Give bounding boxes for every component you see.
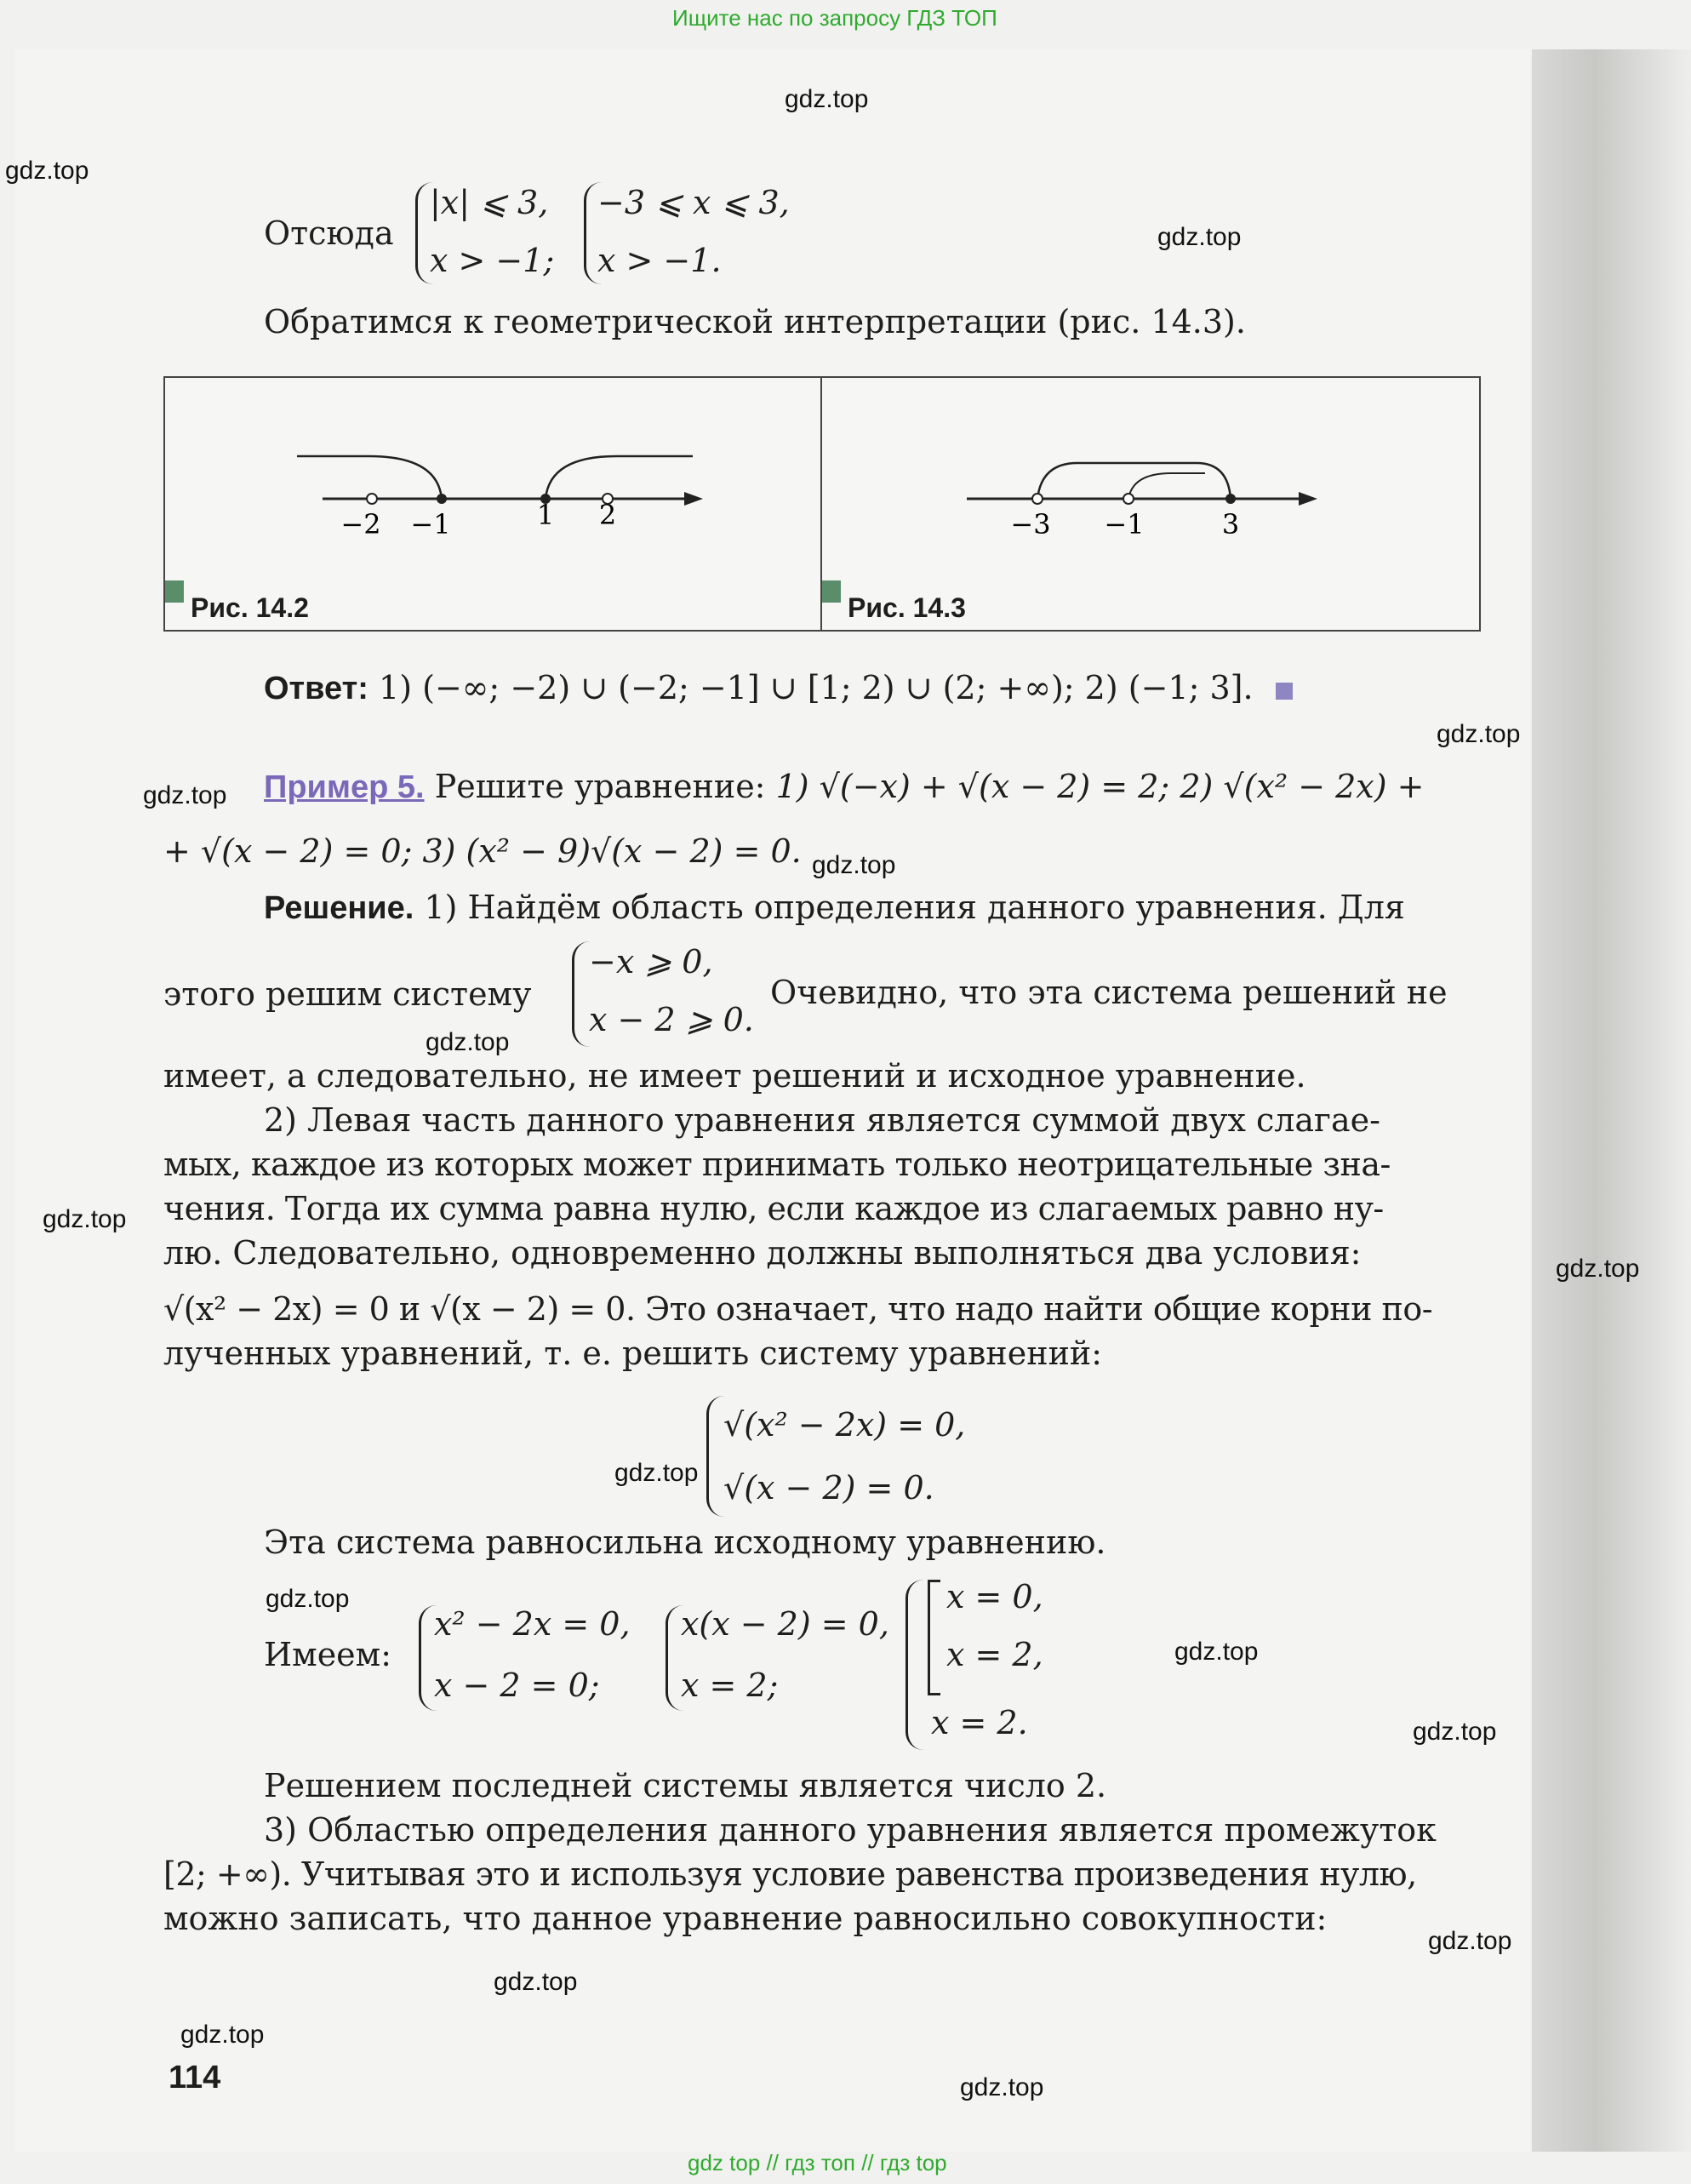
solution-text: лю. Следовательно, одновременно должны выполняться два условия:: [163, 1234, 1362, 1272]
system-line: x = 2.: [931, 1704, 1028, 1741]
system-line: √(x² − 2x) = 0,: [723, 1406, 966, 1444]
answer-text: 1) (−∞; −2) ∪ (−2; −1] ∪ [1; 2) ∪ (2; +∞); 2) (−1; 3].: [379, 669, 1254, 706]
otsyuda-label: Отсюда: [264, 214, 394, 252]
top-banner[interactable]: Ищите нас по запросу ГДЗ ТОП: [672, 5, 997, 31]
figure-marker: [822, 580, 841, 603]
figure-14-2: [163, 376, 824, 632]
solution-text: мых, каждое из которых может принимать только неотрицательные зна-: [163, 1146, 1391, 1183]
watermark: gdz.top: [1174, 1638, 1259, 1666]
tick-label: 2: [598, 499, 617, 531]
figure-caption: Рис. 14.2: [191, 592, 309, 623]
system-line: x − 2 ⩾ 0.: [589, 1001, 754, 1038]
watermark: gdz.top: [5, 157, 89, 185]
open-point: [367, 494, 377, 504]
system-line: x = 2;: [681, 1667, 779, 1704]
bottom-banner[interactable]: gdz top // гдз топ // гдз top: [688, 2150, 947, 2175]
system-line: x > −1.: [597, 242, 722, 279]
bracket: [928, 1580, 940, 1695]
page-edge-shadow: [1532, 49, 1691, 2152]
number-line-14-3: [822, 378, 1479, 548]
watermark: gdz.top: [426, 1028, 510, 1056]
watermark: gdz.top: [1428, 1927, 1512, 1955]
solution-text: Очевидно, что эта система решений не: [770, 974, 1448, 1011]
figure-caption: Рис. 14.3: [848, 592, 966, 623]
watermark: gdz.top: [1437, 720, 1521, 748]
watermark: gdz.top: [614, 1459, 699, 1487]
geom-sentence: Обратимся к геометрической интерпретации (рис. 14.3).: [264, 303, 1246, 340]
end-marker: [1276, 683, 1293, 700]
system-line: x > −1;: [430, 242, 555, 279]
solution-text: 3) Областью определения данного уравнения является промежуток: [264, 1811, 1437, 1849]
answer-line: [264, 666, 1293, 711]
answer-label: Ответ:: [264, 671, 368, 706]
equation-2: 2) √(x² − 2x) +: [1180, 768, 1425, 805]
solution-text: чения. Тогда их сумма равна нулю, если каждое из слагаемых равно ну-: [163, 1190, 1384, 1227]
tick-label: 3: [1221, 508, 1240, 540]
system-line: x = 2,: [946, 1636, 1043, 1673]
solution-text: √(x² − 2x) = 0 и √(x − 2) = 0. Это означает, что надо найти общие корни по-: [163, 1290, 1433, 1328]
closed-point: [1225, 494, 1236, 504]
watermark: gdz.top: [180, 2021, 265, 2049]
solution-text: лученных уравнений, т. е. решить систему уравнений:: [163, 1335, 1103, 1372]
have-label: Имеем:: [264, 1636, 392, 1673]
system-line: −3 ⩽ x ⩽ 3,: [597, 184, 790, 221]
watermark: gdz.top: [785, 85, 869, 113]
watermark: gdz.top: [1556, 1255, 1640, 1283]
equation-1: 1) √(−x) + √(x − 2) = 2;: [775, 768, 1170, 805]
watermark: gdz.top: [494, 1968, 578, 1996]
tick-label: −3: [1010, 508, 1051, 540]
example-lead: Решите уравнение:: [434, 768, 766, 805]
figure-marker: [165, 580, 184, 603]
watermark: gdz.top: [960, 2073, 1044, 2101]
watermark: gdz.top: [1157, 223, 1242, 251]
solution-text: [2; +∞). Учитывая это и используя условие равенства произведения нулю,: [163, 1855, 1417, 1893]
solution-text: этого решим систему: [163, 975, 532, 1013]
solution-text: 2) Левая часть данного уравнения является суммой двух слагае-: [264, 1101, 1380, 1139]
solution-line: [264, 885, 1405, 930]
interval-arc: [546, 456, 693, 499]
solution-text: Решением последней системы является число 2.: [264, 1767, 1107, 1804]
solution-text: Эта система равносильна исходному уравнению.: [264, 1524, 1106, 1561]
interval-arc: [1128, 473, 1205, 499]
watermark: gdz.top: [43, 1205, 127, 1233]
open-point: [1123, 494, 1134, 504]
interval-arc: [1037, 463, 1231, 499]
example-title: Пример 5.: [264, 769, 425, 805]
figure-14-3: [820, 376, 1481, 632]
system-line: x = 0,: [946, 1578, 1043, 1615]
watermark: gdz.top: [1413, 1718, 1497, 1746]
system-line: |x| ⩽ 3,: [430, 184, 549, 221]
solution-text: можно записать, что данное уравнение равносильно совокупности:: [163, 1900, 1328, 1937]
system-line: x(x − 2) = 0,: [681, 1605, 889, 1643]
axis-arrow: [1299, 492, 1317, 506]
system-line: x² − 2x = 0,: [434, 1605, 631, 1643]
open-point: [1032, 494, 1043, 504]
example-5-line-2: + √(x − 2) = 0; 3) (x² − 9)√(x − 2) = 0.: [163, 832, 802, 870]
watermark: gdz.top: [266, 1585, 350, 1613]
watermark: gdz.top: [812, 851, 896, 879]
brace: [905, 1580, 923, 1750]
system-line: √(x − 2) = 0.: [723, 1469, 934, 1507]
page-number: 114: [169, 2060, 221, 2095]
solution-label: Решение.: [264, 890, 414, 926]
tick-label: −2: [340, 508, 381, 540]
system-line: −x ⩾ 0,: [589, 943, 713, 981]
tick-label: 1: [536, 499, 555, 531]
example-5-line: [264, 764, 1424, 809]
closed-point: [437, 494, 447, 504]
number-line-14-2: [165, 378, 822, 548]
interval-arc: [297, 456, 442, 499]
solution-text: 1) Найдём область определения данного уравнения. Для: [424, 889, 1405, 926]
watermark: gdz.top: [143, 781, 227, 809]
tick-label: −1: [1104, 508, 1145, 540]
solution-text: имеет, а следовательно, не имеет решений и исходное уравнение.: [163, 1057, 1306, 1095]
axis-arrow: [684, 492, 703, 506]
brace: [706, 1396, 724, 1517]
brace: [572, 941, 590, 1047]
system-line: x − 2 = 0;: [434, 1667, 600, 1704]
tick-label: −1: [410, 508, 451, 540]
